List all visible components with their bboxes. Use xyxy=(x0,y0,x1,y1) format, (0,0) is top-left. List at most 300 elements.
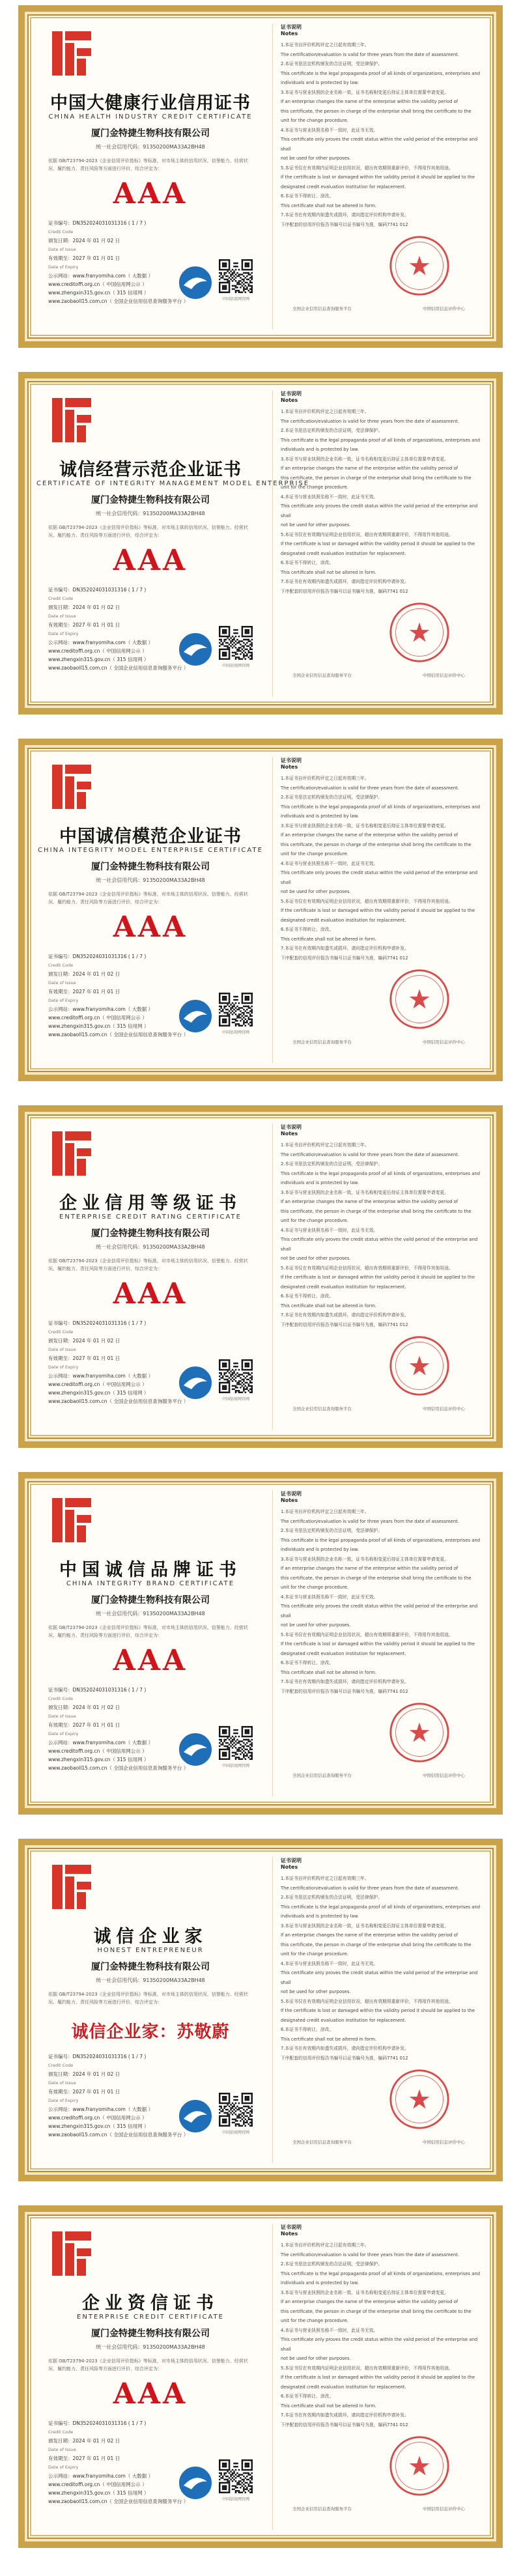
note-line: 2.本证书是法定机构颁发的合法证明，受法律保护。 xyxy=(281,1161,383,1167)
issuer-right: 中国信用信息评价中心 xyxy=(423,1773,465,1778)
brand-logo-icon xyxy=(52,398,91,442)
note-line: 下序配套的信用评价报告书编号以证书编号为准，编码7741 012 xyxy=(281,2422,408,2427)
note-line: 6.本证书不得转让、涂改。 xyxy=(281,1294,334,1299)
note-line: 2.本证书是法定机构颁发的合法证明，受法律保护。 xyxy=(281,428,383,433)
official-seal-icon xyxy=(388,1701,451,1764)
info-line: www.zhengxin315.gov.cn（ 315 信用网 ） xyxy=(48,1757,149,1762)
note-line: If an enterprise changes the name of the enterprise within the validity period of xyxy=(281,2299,458,2304)
brand-logo-icon xyxy=(52,1131,91,1176)
brand-logo-icon xyxy=(52,765,91,809)
issuer-right: 中国信用信息评价中心 xyxy=(423,673,465,678)
credit-code: 统一社会信用代码：91350200MA33A2BH48 xyxy=(96,1977,205,1983)
credit-emblem-icon xyxy=(178,2466,212,2500)
info-line: 有效期至：2027 年 01 月 01 日 Date of Expiry xyxy=(48,1722,120,1736)
brand-logo-icon xyxy=(52,31,91,76)
info-line: 颁发日期：2024 年 01 月 02 日 Date of Issue xyxy=(48,1705,120,1719)
note-line: 6.本证书不得转让、涂改。 xyxy=(281,560,334,565)
info-line: www.zhengxin315.gov.cn（ 315 信用网 ） xyxy=(48,657,149,662)
note-line: 5.本证书仅在有效期内证明企业信用状况，超出有效期须重新评价，不得用作其他用途。 xyxy=(281,1265,453,1271)
note-line: designated credit evaluation institution for replacement. xyxy=(281,1650,406,1656)
credit-emblem-icon xyxy=(178,632,212,666)
note-line: 5.本证书仅在有效期内证明企业信用状况，超出有效期须重新评价，不得用作其他用途。 xyxy=(281,1998,453,2004)
credit-code: 统一社会信用代码：91350200MA33A2BH48 xyxy=(96,2344,205,2350)
evaluation-description: 依据 GB/T23794-2023《企业信用评价指标》等标准，对市场主体的信用状况、信誉能力、经营状况、履约能力、责任风险等方面进行评价，综合评定为： xyxy=(48,158,248,171)
info-line: 颁发日期：2024 年 01 月 02 日 Date of Issue xyxy=(48,238,120,252)
note-line: 5.本证书仅在有效期内证明企业信用状况，超出有效期须重新评价，不得用作其他用途。 xyxy=(281,898,453,904)
certificate-info xyxy=(48,586,189,672)
info-line: 公示网站：www.franyomiha.com（ 大数据 ） xyxy=(48,2106,154,2112)
issuer-right: 中国信用信息评价中心 xyxy=(423,2140,465,2145)
info-line: 证书编号：DN352024031031316 ( 1 / 7 ) Credit Code xyxy=(48,587,147,601)
note-line: This certificate is the legal propaganda proof of all kinds of organizations, enterprises and xyxy=(281,70,481,76)
note-line: 5.本证书仅在有效期内证明企业信用状况，超出有效期须重新评价，不得用作其他用途。 xyxy=(281,531,453,537)
note-line: 6.本证书不得转让、涂改。 xyxy=(281,2394,334,2399)
info-line: 颁发日期：2024 年 01 月 02 日 Date of Issue xyxy=(48,604,120,619)
company-name: 厦门金特捷生物科技有限公司 xyxy=(91,1962,210,1972)
official-seal-icon xyxy=(388,2435,451,2497)
note-line: This certificate is the legal propaganda proof of all kinds of organizations, enterprises and xyxy=(281,1537,481,1543)
note-line: 5.本证书仅在有效期内证明企业信用状况，超出有效期须重新评价，不得用作其他用途。 xyxy=(281,2365,453,2371)
info-line: 颁发日期：2024 年 01 月 02 日 Date of Issue xyxy=(48,2438,120,2452)
company-name: 厦门金特捷生物科技有限公司 xyxy=(91,862,210,872)
note-line: this certificate, the person in charge of the enterprise shall bring the certificate to the xyxy=(281,842,472,847)
info-line: www.zaobaoll15.com.cn（ 全国企业信用信息查询服务平台 ） xyxy=(48,298,189,304)
company-name: 厦门金特捷生物科技有限公司 xyxy=(91,1228,210,1239)
certificate-front xyxy=(36,2224,264,2530)
info-line: www.creditoffi.org.cn（ 中国信用网公示 ） xyxy=(48,1015,147,1021)
note-line: 下序配套的信用评价报告书编号以证书编号为准，编码7741 012 xyxy=(281,2055,408,2061)
credit-grade: AAA xyxy=(113,1644,188,1677)
credit-emblem-icon xyxy=(178,2099,212,2133)
note-line: This certificate is the legal propaganda proof of all kinds of organizations, enterprises and xyxy=(281,804,481,810)
note-line: individuals and is protected by law. xyxy=(281,447,359,452)
qr-caption: 中国信用网官网 xyxy=(221,664,249,668)
note-line: If the certificate is lost or damaged within the validity period it should be applied to the xyxy=(281,2008,475,2013)
note-line: individuals and is protected by law. xyxy=(281,2280,359,2286)
note-line: unit for the change procedure. xyxy=(281,1218,348,1223)
note-line: 下序配套的信用评价报告书编号以证书编号为准，编码7741 012 xyxy=(281,588,408,594)
note-line: 6.本证书不得转让、涂改。 xyxy=(281,927,334,932)
certificate-title: 诚信企业家 xyxy=(93,1927,208,1947)
certificate-front xyxy=(36,757,264,1063)
note-line: 下序配套的信用评价报告书编号以证书编号为准，编码7741 012 xyxy=(281,221,408,227)
qr-caption: 中国信用网官网 xyxy=(221,297,249,302)
note-line: This certificate is the legal propaganda proof of all kinds of organizations, enterprises and xyxy=(281,437,481,443)
note-line: this certificate, the person in charge of the enterprise shall bring the certificate to the xyxy=(281,1575,472,1581)
brand-logo-icon xyxy=(52,1498,91,1542)
note-line: This certificate is the legal propaganda proof of all kinds of organizations, enterprises and xyxy=(281,2271,481,2276)
qr-code-icon xyxy=(219,993,253,1026)
certificate-card xyxy=(18,372,503,715)
info-line: 有效期至：2027 年 01 月 01 日 Date of Expiry xyxy=(48,2089,120,2103)
credit-code: 统一社会信用代码：91350200MA33A2BH48 xyxy=(96,511,205,517)
note-line: This certificate only proves the credit status within the valid period of the enterprise and shall xyxy=(281,1970,478,1985)
note-line: 6.本证书不得转让、涂改。 xyxy=(281,1660,334,1665)
certificate-notes xyxy=(272,1857,485,2163)
note-line: individuals and is protected by law. xyxy=(281,1547,359,1552)
note-line: 4.本证书与营业执照名称不一致时，此证书无效。 xyxy=(281,860,378,866)
info-line: www.creditoffi.org.cn（ 中国信用网公示 ） xyxy=(48,281,147,287)
note-line: not be used for other purposes. xyxy=(281,1622,351,1628)
note-line: 2.本证书是法定机构颁发的合法证明，受法律保护。 xyxy=(281,1528,383,1533)
issuer-left: 全国企业信用信息查询服务平台 xyxy=(292,673,352,678)
note-line: designated credit evaluation institution for replacement. xyxy=(281,2017,406,2023)
note-line: This certificate shall not be altered in form. xyxy=(281,2403,376,2409)
note-line: not be used for other purposes. xyxy=(281,1256,351,1261)
qr-caption: 中国信用网官网 xyxy=(221,1397,249,1402)
qr-caption: 中国信用网官网 xyxy=(221,2497,249,2502)
qr-caption: 中国信用网官网 xyxy=(221,1030,249,1035)
issuer-right: 中国信用信息评价中心 xyxy=(423,2506,465,2512)
certificate-title: 中国诚信模范企业证书 xyxy=(59,827,242,847)
evaluation-description: 依据 GB/T23794-2023《企业信用评价指标》等标准，对市场主体的信用状况、信誉能力、经营状况、履约能力、责任风险等方面进行评价，综合评定为： xyxy=(48,2358,248,2371)
issuer-right: 中国信用信息评价中心 xyxy=(423,1040,465,1045)
note-line: individuals and is protected by law. xyxy=(281,1914,359,1919)
info-line: 证书编号：DN352024031031316 ( 1 / 7 ) Credit Code xyxy=(48,2420,147,2435)
note-line: If an enterprise changes the name of the enterprise within the validity period of xyxy=(281,466,458,471)
official-seal-icon xyxy=(388,601,451,664)
note-line: 4.本证书与营业执照名称不一致时，此证书无效。 xyxy=(281,2327,378,2333)
info-line: www.zhengxin315.gov.cn（ 315 信用网 ） xyxy=(48,2490,149,2496)
info-line: 颁发日期：2024 年 01 月 02 日 Date of Issue xyxy=(48,971,120,985)
note-line: If an enterprise changes the name of the enterprise within the validity period of xyxy=(281,1932,458,1938)
notes-title: 证书说明 Notes xyxy=(281,1124,302,1137)
note-line: designated credit evaluation institution for replacement. xyxy=(281,2384,406,2390)
evaluation-description: 依据 GB/T23794-2023《企业信用评价指标》等标准，对市场主体的信用状况、信誉能力、经营状况、履约能力、责任风险等方面进行评价，综合评定为： xyxy=(48,525,248,538)
info-line: www.zaobaoll15.com.cn（ 全国企业信用信息查询服务平台 ） xyxy=(48,1032,189,1038)
note-line: 3.本证书与营业执照的企业名称一致，证书名称相变更后持证主体单位需要申请变更。 xyxy=(281,2289,449,2295)
info-line: 有效期至：2027 年 01 月 01 日 Date of Expiry xyxy=(48,989,120,1003)
official-seal-icon xyxy=(388,1335,451,1397)
note-line: unit for the change procedure. xyxy=(281,485,348,490)
certificate-info xyxy=(48,1319,189,1406)
qr-code-icon xyxy=(219,2093,253,2127)
note-line: 5.本证书仅在有效期内证明企业信用状况，超出有效期须重新评价，不得用作其他用途。 xyxy=(281,1632,453,1637)
info-line: 颁发日期：2024 年 01 月 02 日 Date of Issue xyxy=(48,1338,120,1352)
certificate-title: 中国诚信品牌证书 xyxy=(59,1560,242,1580)
certificate-title: 企业资信证书 xyxy=(82,2293,219,2314)
info-line: www.creditoffi.org.cn（ 中国信用网公示 ） xyxy=(48,1381,147,1387)
info-line: www.zhengxin315.gov.cn（ 315 信用网 ） xyxy=(48,1023,149,1029)
notes-title: 证书说明 Notes xyxy=(281,391,302,403)
qr-code-icon xyxy=(219,2459,253,2493)
note-line: this certificate, the person in charge of the enterprise shall bring the certificate to the xyxy=(281,475,472,481)
note-line: This certificate is the legal propaganda proof of all kinds of organizations, enterprises and xyxy=(281,1170,481,1176)
brand-logo-icon xyxy=(52,1865,91,1909)
info-line: 证书编号：DN352024031031316 ( 1 / 7 ) Credit Code xyxy=(48,220,147,234)
brand-logo xyxy=(52,1865,91,1909)
info-line: 公示网站：www.franyomiha.com（ 大数据 ） xyxy=(48,1006,154,1012)
note-line: 6.本证书不得转让、涂改。 xyxy=(281,193,334,199)
certificate-card xyxy=(18,1105,503,1448)
note-line: 5.本证书仅在有效期内证明企业信用状况，超出有效期须重新评价，不得用作其他用途。 xyxy=(281,165,453,171)
company-name: 厦门金特捷生物科技有限公司 xyxy=(91,1595,210,1606)
certificate-info xyxy=(48,2419,189,2506)
company-name: 厦门金特捷生物科技有限公司 xyxy=(91,128,210,139)
note-line: The certification/evaluation is valid for three years from the date of assessment. xyxy=(281,51,459,57)
certificate-card xyxy=(18,1839,503,2181)
evaluation-description: 依据 GB/T23794-2023《企业信用评价指标》等标准，对市场主体的信用状况、信誉能力、经营状况、履约能力、责任风险等方面进行评价，综合评定为： xyxy=(48,1625,248,1638)
credit-code: 统一社会信用代码：91350200MA33A2BH48 xyxy=(96,144,205,150)
info-line: 有效期至：2027 年 01 月 01 日 Date of Expiry xyxy=(48,255,120,270)
official-seal-icon xyxy=(388,2068,451,2130)
note-line: 下序配套的信用评价报告书编号以证书编号为准，编码7741 012 xyxy=(281,955,408,961)
qr-code-icon xyxy=(219,1359,253,1393)
info-line: 有效期至：2027 年 01 月 01 日 Date of Expiry xyxy=(48,1355,120,1370)
certificate-info xyxy=(48,952,189,1039)
brand-logo xyxy=(52,765,91,809)
note-line: 4.本证书与营业执照名称不一致时，此证书无效。 xyxy=(281,1594,378,1600)
certificate-front xyxy=(36,1857,264,2163)
certificate-title: 诚信经营示范企业证书 xyxy=(59,460,242,480)
note-line: 2.本证书是法定机构颁发的合法证明，受法律保护。 xyxy=(281,61,383,66)
info-line: www.zaobaoll15.com.cn（ 全国企业信用信息查询服务平台 ） xyxy=(48,1398,189,1404)
info-line: www.zhengxin315.gov.cn（ 315 信用网 ） xyxy=(48,2123,149,2129)
note-line: This certificate only proves the credit status within the valid period of the enterprise and shall xyxy=(281,137,478,152)
certificate-notes xyxy=(272,2224,485,2530)
certificate-notes xyxy=(272,1490,485,1796)
info-line: www.zaobaoll15.com.cn（ 全国企业信用信息查询服务平台 ） xyxy=(48,2132,189,2138)
info-line: www.zhengxin315.gov.cn（ 315 信用网 ） xyxy=(48,290,149,296)
credit-grade: AAA xyxy=(113,544,188,577)
info-line: 颁发日期：2024 年 01 月 02 日 Date of Issue xyxy=(48,2071,120,2086)
note-line: 4.本证书与营业执照名称不一致时，此证书无效。 xyxy=(281,127,378,133)
note-line: individuals and is protected by law. xyxy=(281,1180,359,1185)
issuer-right: 中国信用信息评价中心 xyxy=(423,1406,465,1411)
note-line: This certificate only proves the credit status within the valid period of the enterprise and shall xyxy=(281,870,478,885)
credit-grade: AAA xyxy=(113,2377,188,2411)
info-line: www.zaobaoll15.com.cn（ 全国企业信用信息查询服务平台 ） xyxy=(48,2498,189,2504)
evaluation-description: 依据 GB/T23794-2023《企业信用评价指标》等标准，对市场主体的信用状况、信誉能力、经营状况、履约能力、责任风险等方面进行评价，综合评定为： xyxy=(48,892,248,905)
issuer-left: 全国企业信用信息查询服务平台 xyxy=(292,2506,352,2512)
certificate-subtitle: CHINA INTEGRITY BRAND CERTIFICATE xyxy=(66,1580,235,1587)
note-line: 7.本证书在有效期内如遗失或损坏，请向指定评价机构申请补发。 xyxy=(281,579,409,584)
note-line: 3.本证书与营业执照的企业名称一致，证书名称相变更后持证主体单位需要申请变更。 xyxy=(281,456,449,462)
note-line: The certification/evaluation is valid for three years from the date of assessment. xyxy=(281,418,459,424)
note-line: not be used for other purposes. xyxy=(281,522,351,528)
certificate-subtitle: CERTIFICATE OF INTEGRITY MANAGEMENT MODEL ENTERPRISE xyxy=(36,480,310,487)
note-line: If the certificate is lost or damaged within the validity period it should be applied to the xyxy=(281,175,475,180)
info-line: 有效期至：2027 年 01 月 01 日 Date of Expiry xyxy=(48,2456,120,2470)
certificate-front xyxy=(36,23,264,330)
note-line: individuals and is protected by law. xyxy=(281,814,359,819)
note-line: 3.本证书与营业执照的企业名称一致，证书名称相变更后持证主体单位需要申请变更。 xyxy=(281,1189,449,1195)
note-line: This certificate is the legal propaganda proof of all kinds of organizations, enterprises and xyxy=(281,1904,481,1910)
qr-caption: 中国信用网官网 xyxy=(221,1764,249,1768)
certificate-subtitle: ENTERPRISE CREDIT RATING CERTIFICATE xyxy=(59,1213,242,1221)
note-line: designated credit evaluation institution for replacement. xyxy=(281,550,406,556)
brand-logo xyxy=(52,31,91,76)
note-line: The certification/evaluation is valid for three years from the date of assessment. xyxy=(281,1885,459,1891)
certificate-notes xyxy=(272,390,485,696)
note-line: This certificate shall not be altered in form. xyxy=(281,2036,376,2042)
note-line: this certificate, the person in charge of the enterprise shall bring the certificate to the xyxy=(281,2308,472,2314)
notes-title: 证书说明 Notes xyxy=(281,1491,302,1503)
info-line: 公示网站：www.franyomiha.com（ 大数据 ） xyxy=(48,1373,154,1379)
credit-grade: 诚信企业家：苏敬蔚 xyxy=(71,2022,230,2042)
note-line: The certification/evaluation is valid for three years from the date of assessment. xyxy=(281,1152,459,1157)
note-line: If an enterprise changes the name of the enterprise within the validity period of xyxy=(281,1566,458,1571)
note-line: individuals and is protected by law. xyxy=(281,80,359,85)
note-line: 2.本证书是法定机构颁发的合法证明，受法律保护。 xyxy=(281,795,383,800)
certificate-subtitle: CHINA HEALTH INDUSTRY CREDIT CERTIFICATE xyxy=(48,113,253,120)
note-line: 3.本证书与营业执照的企业名称一致，证书名称相变更后持证主体单位需要申请变更。 xyxy=(281,1556,449,1562)
info-line: 公示网站：www.franyomiha.com（ 大数据 ） xyxy=(48,640,154,645)
info-line: 公示网站：www.franyomiha.com（ 大数据 ） xyxy=(48,273,154,279)
note-line: If the certificate is lost or damaged within the validity period it should be applied to the xyxy=(281,908,475,913)
note-line: not be used for other purposes. xyxy=(281,156,351,161)
certificate-notes xyxy=(272,757,485,1063)
note-line: This certificate shall not be altered in form. xyxy=(281,203,376,208)
certificate-subtitle: ENTERPRISE CREDIT CERTIFICATE xyxy=(77,2314,224,2321)
info-line: www.zhengxin315.gov.cn（ 315 信用网 ） xyxy=(48,1390,149,1396)
note-line: this certificate, the person in charge of the enterprise shall bring the certificate to the xyxy=(281,108,472,114)
note-line: If the certificate is lost or damaged within the validity period it should be applied to the xyxy=(281,1275,475,1280)
certificate-subtitle: CHINA INTEGRITY MODEL ENTERPRISE CERTIFICATE xyxy=(38,847,263,854)
note-line: 3.本证书与营业执照的企业名称一致，证书名称相变更后持证主体单位需要申请变更。 xyxy=(281,1923,449,1929)
brand-logo xyxy=(52,2231,91,2276)
note-line: 下序配套的信用评价报告书编号以证书编号为准，编码7741 012 xyxy=(281,1688,408,1694)
qr-code-icon xyxy=(219,259,253,293)
issuer-left: 全国企业信用信息查询服务平台 xyxy=(292,1773,352,1778)
credit-code: 统一社会信用代码：91350200MA33A2BH48 xyxy=(96,1611,205,1617)
note-line: If the certificate is lost or damaged within the validity period it should be applied to the xyxy=(281,1641,475,1647)
qr-code-icon xyxy=(219,626,253,660)
brand-logo xyxy=(52,398,91,442)
credit-code: 统一社会信用代码：91350200MA33A2BH48 xyxy=(96,877,205,883)
note-line: unit for the change procedure. xyxy=(281,851,348,856)
certificate-front xyxy=(36,1124,264,1430)
evaluation-description: 依据 GB/T23794-2023《企业信用评价指标》等标准，对市场主体的信用状况、信誉能力、经营状况、履约能力、责任风险等方面进行评价，综合评定为： xyxy=(48,1992,248,2005)
note-line: 2.本证书是法定机构颁发的合法证明，受法律保护。 xyxy=(281,2261,383,2267)
note-line: 6.本证书不得转让、涂改。 xyxy=(281,2027,334,2032)
company-name: 厦门金特捷生物科技有限公司 xyxy=(91,495,210,505)
certificate-card xyxy=(18,5,503,348)
issuer-left: 全国企业信用信息查询服务平台 xyxy=(292,1406,352,1411)
company-name: 厦门金特捷生物科技有限公司 xyxy=(91,2328,210,2339)
note-line: 3.本证书与营业执照的企业名称一致，证书名称相变更后持证主体单位需要申请变更。 xyxy=(281,823,449,828)
note-line: 7.本证书在有效期内如遗失或损坏，请向指定评价机构申请补发。 xyxy=(281,946,409,951)
certificate-info xyxy=(48,219,189,305)
credit-emblem-icon xyxy=(178,266,212,300)
note-line: unit for the change procedure. xyxy=(281,118,348,123)
certificate-subtitle: HONEST ENTREPRENEUR xyxy=(97,1947,204,1954)
info-line: www.creditoffi.org.cn（ 中国信用网公示 ） xyxy=(48,2482,147,2487)
certificate-info xyxy=(48,2052,189,2139)
notes-title: 证书说明 Notes xyxy=(281,24,302,36)
issuer-left: 全国企业信用信息查询服务平台 xyxy=(292,2140,352,2145)
note-line: this certificate, the person in charge of the enterprise shall bring the certificate to the xyxy=(281,1942,472,1947)
info-line: www.creditoffi.org.cn（ 中国信用网公示 ） xyxy=(48,648,147,654)
certificate-title: 企业信用等级证书 xyxy=(59,1193,242,1213)
note-line: unit for the change procedure. xyxy=(281,1585,348,1590)
note-line: 7.本证书在有效期内如遗失或损坏，请向指定评价机构申请补发。 xyxy=(281,2046,409,2051)
note-line: unit for the change procedure. xyxy=(281,1951,348,1957)
info-line: 有效期至：2027 年 01 月 01 日 Date of Expiry xyxy=(48,622,120,636)
note-line: 1.本证书自评价机构评定之日起有效期三年。 xyxy=(281,1509,369,1514)
issuer-left: 全国企业信用信息查询服务平台 xyxy=(292,306,352,311)
note-line: If an enterprise changes the name of the enterprise within the validity period of xyxy=(281,99,458,104)
info-line: 证书编号：DN352024031031316 ( 1 / 7 ) Credit Code xyxy=(48,2054,147,2068)
certificate-title: 中国大健康行业信用证书 xyxy=(50,93,251,113)
note-line: This certificate only proves the credit status within the valid period of the enterprise and shall xyxy=(281,503,478,518)
note-line: This certificate only proves the credit status within the valid period of the enterprise and shall xyxy=(281,2337,478,2352)
note-line: designated credit evaluation institution for replacement. xyxy=(281,184,406,190)
certificate-info xyxy=(48,1686,189,1772)
note-line: If the certificate is lost or damaged within the validity period it should be applied to the xyxy=(281,541,475,546)
note-line: The certification/evaluation is valid for three years from the date of assessment. xyxy=(281,1518,459,1524)
certificate-card xyxy=(18,739,503,1081)
evaluation-description: 依据 GB/T23794-2023《企业信用评价指标》等标准，对市场主体的信用状况、信誉能力、经营状况、履约能力、责任风险等方面进行评价，综合评定为： xyxy=(48,1258,248,1271)
credit-grade: AAA xyxy=(113,1277,188,1310)
info-line: 证书编号：DN352024031031316 ( 1 / 7 ) Credit Code xyxy=(48,1320,147,1335)
notes-title: 证书说明 Notes xyxy=(281,2224,302,2237)
credit-grade: AAA xyxy=(113,177,188,210)
info-line: 公示网站：www.franyomiha.com（ 大数据 ） xyxy=(48,1740,154,1746)
note-line: not be used for other purposes. xyxy=(281,1989,351,1994)
info-line: www.creditoffi.org.cn（ 中国信用网公示 ） xyxy=(48,1748,147,1754)
note-line: The certification/evaluation is valid for three years from the date of assessment. xyxy=(281,2252,459,2258)
official-seal-icon xyxy=(388,968,451,1030)
note-line: 3.本证书与营业执照的企业名称一致，证书名称相变更后持证主体单位需要申请变更。 xyxy=(281,89,449,95)
note-line: not be used for other purposes. xyxy=(281,2356,351,2361)
info-line: www.creditoffi.org.cn（ 中国信用网公示 ） xyxy=(48,2115,147,2121)
note-line: designated credit evaluation institution for replacement. xyxy=(281,1284,406,1290)
credit-grade: AAA xyxy=(113,911,188,944)
note-line: 1.本证书自评价机构评定之日起有效期三年。 xyxy=(281,409,369,414)
note-line: 下序配套的信用评价报告书编号以证书编号为准，编码7741 012 xyxy=(281,1322,408,1327)
note-line: this certificate, the person in charge of the enterprise shall bring the certificate to the xyxy=(281,1208,472,1214)
credit-emblem-icon xyxy=(178,999,212,1033)
notes-title: 证书说明 Notes xyxy=(281,1858,302,1870)
note-line: 2.本证书是法定机构颁发的合法证明，受法律保护。 xyxy=(281,1895,383,1900)
note-line: 1.本证书自评价机构评定之日起有效期三年。 xyxy=(281,2243,369,2248)
note-line: This certificate shall not be altered in form. xyxy=(281,936,376,942)
note-line: 4.本证书与营业执照名称不一致时，此证书无效。 xyxy=(281,494,378,500)
note-line: 1.本证书自评价机构评定之日起有效期三年。 xyxy=(281,1142,369,1148)
certificate-notes xyxy=(272,1124,485,1430)
brand-logo xyxy=(52,1131,91,1176)
notes-title: 证书说明 Notes xyxy=(281,757,302,770)
issuer-right: 中国信用信息评价中心 xyxy=(423,306,465,311)
info-line: www.zaobaoll15.com.cn（ 全国企业信用信息查询服务平台 ） xyxy=(48,1765,189,1771)
info-line: www.zaobaoll15.com.cn（ 全国企业信用信息查询服务平台 ） xyxy=(48,665,189,671)
note-line: designated credit evaluation institution for replacement. xyxy=(281,917,406,923)
info-line: 证书编号：DN352024031031316 ( 1 / 7 ) Credit Code xyxy=(48,1687,147,1701)
certificate-notes xyxy=(272,23,485,330)
note-line: not be used for other purposes. xyxy=(281,889,351,894)
credit-code: 统一社会信用代码：91350200MA33A2BH48 xyxy=(96,1244,205,1250)
note-line: 7.本证书在有效期内如遗失或损坏，请向指定评价机构申请补发。 xyxy=(281,212,409,218)
official-seal-icon xyxy=(388,234,451,297)
note-line: If an enterprise changes the name of the enterprise within the validity period of xyxy=(281,1199,458,1204)
note-line: If the certificate is lost or damaged within the validity period it should be applied to the xyxy=(281,2375,475,2380)
issuer-left: 全国企业信用信息查询服务平台 xyxy=(292,1040,352,1045)
note-line: The certification/evaluation is valid for three years from the date of assessment. xyxy=(281,785,459,791)
info-line: 证书编号：DN352024031031316 ( 1 / 7 ) Credit Code xyxy=(48,954,147,968)
note-line: 7.本证书在有效期内如遗失或损坏，请向指定评价机构申请补发。 xyxy=(281,1679,409,1684)
note-line: This certificate shall not be altered in form. xyxy=(281,569,376,575)
note-line: 1.本证书自评价机构评定之日起有效期三年。 xyxy=(281,776,369,781)
credit-emblem-icon xyxy=(178,1366,212,1400)
note-line: 7.本证书在有效期内如遗失或损坏，请向指定评价机构申请补发。 xyxy=(281,2413,409,2418)
note-line: 1.本证书自评价机构评定之日起有效期三年。 xyxy=(281,42,369,48)
note-line: 4.本证书与营业执照名称不一致时，此证书无效。 xyxy=(281,1960,378,1966)
certificate-front xyxy=(36,1490,264,1796)
brand-logo xyxy=(52,1498,91,1542)
note-line: This certificate shall not be altered in form. xyxy=(281,1303,376,1309)
note-line: This certificate shall not be altered in form. xyxy=(281,1669,376,1675)
